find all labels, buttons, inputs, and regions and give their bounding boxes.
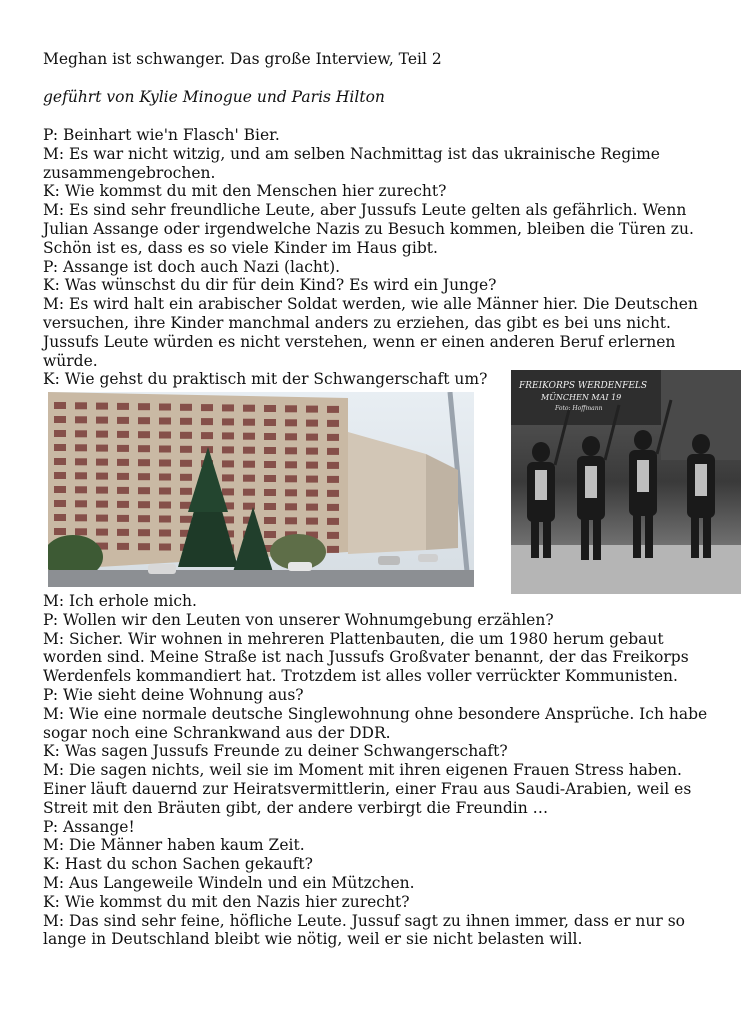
dialogue-line: M: Das sind sehr feine, höfliche Leute. Jussuf sagt zu ihnen immer, dass er nur so lange in Deutschland bleibt wie nötig, weil er sie nicht belasten will. — [43, 911, 686, 949]
dialogue-line: M: Es war nicht witzig, und am selben Nachmittag ist das ukrainische Regime zusammengebrochen. — [43, 144, 660, 182]
dialogue-line: K: Was sagen Jussufs Freunde zu deiner Schwangerschaft? — [43, 742, 508, 761]
dialogue-line: M: Es wird halt ein arabischer Soldat werden, wie alle Männer hier. Die Deutschen versuchen, ihre Kinder manchmal anders zu erziehen, das gibt es bei uns nicht. Jussufs Leute würden es nicht verstehen, wenn er einen anderen Beruf erlernen würde. — [43, 295, 698, 370]
svg-text:Foto: Hoffmann: Foto: Hoffmann — [555, 405, 603, 412]
dialogue-line: M: Sicher. Wir wohnen in mehreren Plattenbauten, die um 1980 herum gebaut worden sind. Meine Straße ist nach Jussufs Großvater benannt, der das Freikorps Werdenfels kommandiert hat. Trotzdem ist alles voller verrückter Kommunisten. — [43, 629, 689, 686]
dialogue-line: M: Aus Langeweile Windeln und ein Mützchen. — [43, 873, 415, 892]
dialogue-line: M: Ich erhole mich. — [43, 592, 197, 610]
document-byline: geführt von Kylie Minogue und Paris Hilton — [43, 88, 385, 106]
dialogue-line: M: Die Männer haben kaum Zeit. — [43, 836, 305, 855]
dialogue-line: P: Wollen wir den Leuten von unserer Wohnumgebung erzählen? — [43, 610, 554, 629]
interview-part-2 — [43, 592, 708, 949]
dialogue-line: P: Assange! — [43, 817, 135, 836]
dialogue-line: M: Die sagen nichts, weil sie im Moment mit ihren eigenen Frauen Stress haben. Einer läuft dauernd zur Heiratsvermittlerin, einer Frau aus Saudi-Arabien, weil es Streit mit den Bräuten gibt, der andere verbirgt die Freundin … — [43, 761, 692, 817]
dialogue-line: P: Assange ist doch auch Nazi (lacht). — [43, 257, 341, 276]
interview-part-1 — [43, 126, 708, 389]
dialogue-line: K: Wie kommst du mit den Menschen hier zurecht? — [43, 182, 447, 201]
svg-text:MÜNCHEN MAI 19: MÜNCHEN MAI 19 — [541, 393, 622, 402]
dialogue-line: M: Es sind sehr freundliche Leute, aber Jussufs Leute gelten als gefährlich. Wenn Julian Assange oder irgendwelche Nazis zu Besuch kommen, bleiben die Türen zu. Schön ist es, dass es so viele Kinder im Haus gibt. — [43, 201, 694, 257]
svg-text:FREIKORPS WERDENFELS: FREIKORPS WERDENFELS — [519, 381, 648, 391]
dialogue-line: K: Hast du schon Sachen gekauft? — [43, 855, 313, 874]
document-title: Meghan ist schwanger. Das große Interview, Teil 2 — [43, 50, 442, 68]
dialogue-line: M: Wie eine normale deutsche Singlewohnung ohne besondere Ansprüche. Ich habe sogar noch eine Schrankwand aus der DDR. — [43, 704, 708, 742]
dialogue-line: K: Was wünschst du dir für dein Kind? Es wird ein Junge? — [43, 276, 497, 295]
dialogue-line: P: Wie sieht deine Wohnung aus? — [43, 685, 304, 704]
dialogue-line: P: Beinhart wie'n Flasch' Bier. — [43, 126, 280, 144]
dialogue-line: K: Wie kommst du mit den Nazis hier zurecht? — [43, 892, 410, 911]
apartment-block-photo — [48, 392, 474, 587]
historical-freikorps-photo — [511, 370, 741, 594]
dialogue-line: K: Wie gehst du praktisch mit der Schwangerschaft um? — [43, 370, 488, 389]
